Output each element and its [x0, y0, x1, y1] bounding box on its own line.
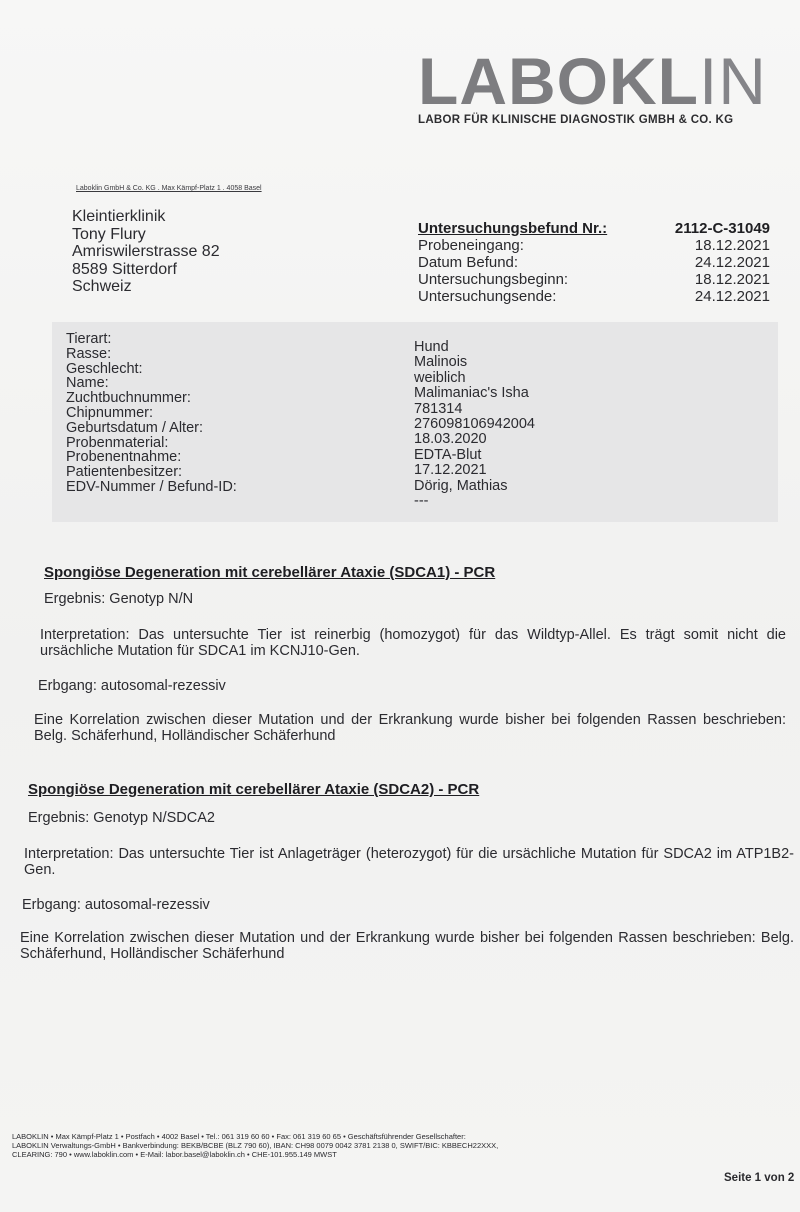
animal-value: Hund: [414, 339, 449, 355]
animal-label: Geburtsdatum / Alter:: [66, 419, 204, 436]
animal-value: 276098106942004: [414, 416, 535, 433]
section-interpretation: Interpretation: Das untersuchte Tier ist reinerbig (homozygot) für das Wildtyp-Allel. Es trägt somit nicht die ursächliche Mutation für SDCA1 im KCNJ10-Gen.: [40, 627, 786, 659]
meta-row: [418, 271, 770, 288]
footer-line: LABOKLIN • Max Kämpf-Platz 1 • Postfach • 4002 Basel • Tel.: 061 319 60 60 • Fax: 061 319 60 65 • Geschäftsführender Gesellschafter:: [12, 1132, 466, 1141]
animal-label: Tierart:: [66, 331, 112, 347]
meta-value: 18.12.2021: [694, 237, 770, 254]
logo-subtitle: LABOR FÜR KLINISCHE DIAGNOSTIK GMBH & CO. KG: [418, 114, 734, 126]
recipient-address: [72, 208, 220, 296]
animal-label: Probenmaterial:: [66, 434, 169, 451]
logo-wordmark: [418, 44, 768, 118]
report-meta: [418, 220, 770, 305]
animal-label: Rasse:: [66, 345, 112, 362]
animal-value: Dörig, Mathias: [414, 477, 508, 494]
page-number: Seite 1 von 2: [724, 1172, 795, 1184]
report-number: 2112-C-31049: [674, 220, 770, 237]
meta-label: Probeneingang:: [418, 237, 524, 254]
laboklin-logo: [418, 44, 768, 126]
meta-value: 18.12.2021: [694, 271, 770, 288]
meta-row: [418, 254, 770, 271]
meta-label: Datum Befund:: [418, 254, 519, 271]
meta-label: Untersuchungsende:: [418, 288, 557, 305]
section-correlation: Eine Korrelation zwischen dieser Mutation und der Erkrankung wurde bisher bei folgenden Rassen beschrieben: Belg. Schäferhund, Holländischer Schäferhund: [34, 712, 786, 744]
report-number-row: [418, 220, 770, 237]
section-inheritance: Erbgang: autosomal-rezessiv: [22, 897, 210, 913]
meta-value: 24.12.2021: [694, 288, 770, 305]
recipient-line: Kleintierklinik: [72, 208, 166, 225]
recipient-line: Tony Flury: [72, 225, 146, 243]
section-result: Ergebnis: Genotyp N/N: [44, 591, 194, 607]
footer-line: CLEARING: 790 • www.laboklin.com • E-Mail: labor.basel@laboklin.ch • CHE-101.955.149 MWST: [12, 1149, 337, 1159]
test-section-sdca1: [34, 564, 786, 744]
animal-label: Patientenbesitzer:: [66, 464, 183, 481]
test-section-sdca2: [20, 781, 794, 962]
animal-label: Name:: [66, 375, 109, 392]
section-interpretation: Interpretation: Das untersuchte Tier ist Anlageträger (heterozygot) für die ursächliche Mutation für SDCA2 im ATP1B2-Gen.: [24, 846, 794, 878]
recipient-line: Schweiz: [72, 278, 132, 295]
animal-label: Zuchtbuchnummer:: [66, 390, 191, 407]
animal-value: ---: [414, 493, 429, 510]
animal-value: 781314: [414, 400, 463, 417]
animal-label: Probenentnahme:: [66, 449, 182, 466]
recipient-line: Amriswilerstrasse 82: [72, 243, 220, 260]
report-number-label: Untersuchungsbefund Nr.:: [418, 220, 608, 237]
animal-label: Chipnummer:: [66, 404, 154, 421]
animal-value: weiblich: [414, 369, 466, 386]
animal-value: EDTA-Blut: [414, 446, 482, 463]
section-correlation: Eine Korrelation zwischen dieser Mutation und der Erkrankung wurde bisher bei folgenden Rassen beschrieben: Belg. Schäferhund, Holländischer Schäferhund: [20, 930, 794, 962]
logo-word-bold: LABOKL: [418, 44, 699, 118]
company-footer: [12, 1133, 498, 1159]
meta-label: Untersuchungsbeginn:: [418, 271, 569, 288]
animal-label: Geschlecht:: [66, 360, 143, 377]
animal-value: 17.12.2021: [414, 462, 487, 479]
section-inheritance: Erbgang: autosomal-rezessiv: [38, 678, 226, 694]
animal-value: Malinois: [414, 354, 468, 371]
meta-row: [418, 288, 770, 305]
meta-value: 24.12.2021: [694, 254, 770, 271]
animal-values: [414, 340, 535, 509]
animal-value: Malimaniac's Isha: [414, 385, 529, 402]
logo-word-thin: IN: [698, 44, 767, 118]
recipient-line: 8589 Sitterdorf: [72, 260, 177, 278]
animal-label: EDV-Nummer / Befund-ID:: [66, 478, 237, 495]
footer-line: LABOKLIN Verwaltungs-GmbH • Bankverbindung: BEKB/BCBE (BLZ 790 60), IBAN: CH98 0079 0042 3781 2138 0, SWIFT/BIC: KBBECH22XXX,: [12, 1140, 499, 1150]
section-title: Spongiöse Degeneration mit cerebellärer Ataxie (SDCA2) - PCR: [28, 781, 480, 798]
section-result: Ergebnis: Genotyp N/SDCA2: [28, 810, 215, 826]
meta-row: [418, 237, 770, 254]
animal-labels: [66, 332, 237, 495]
sender-line: Laboklin GmbH & Co. KG . Max Kämpf-Platz 1 . 4058 Basel: [76, 185, 262, 192]
animal-value: 18.03.2020: [414, 431, 487, 448]
section-title: Spongiöse Degeneration mit cerebellärer Ataxie (SDCA1) - PCR: [44, 564, 496, 581]
